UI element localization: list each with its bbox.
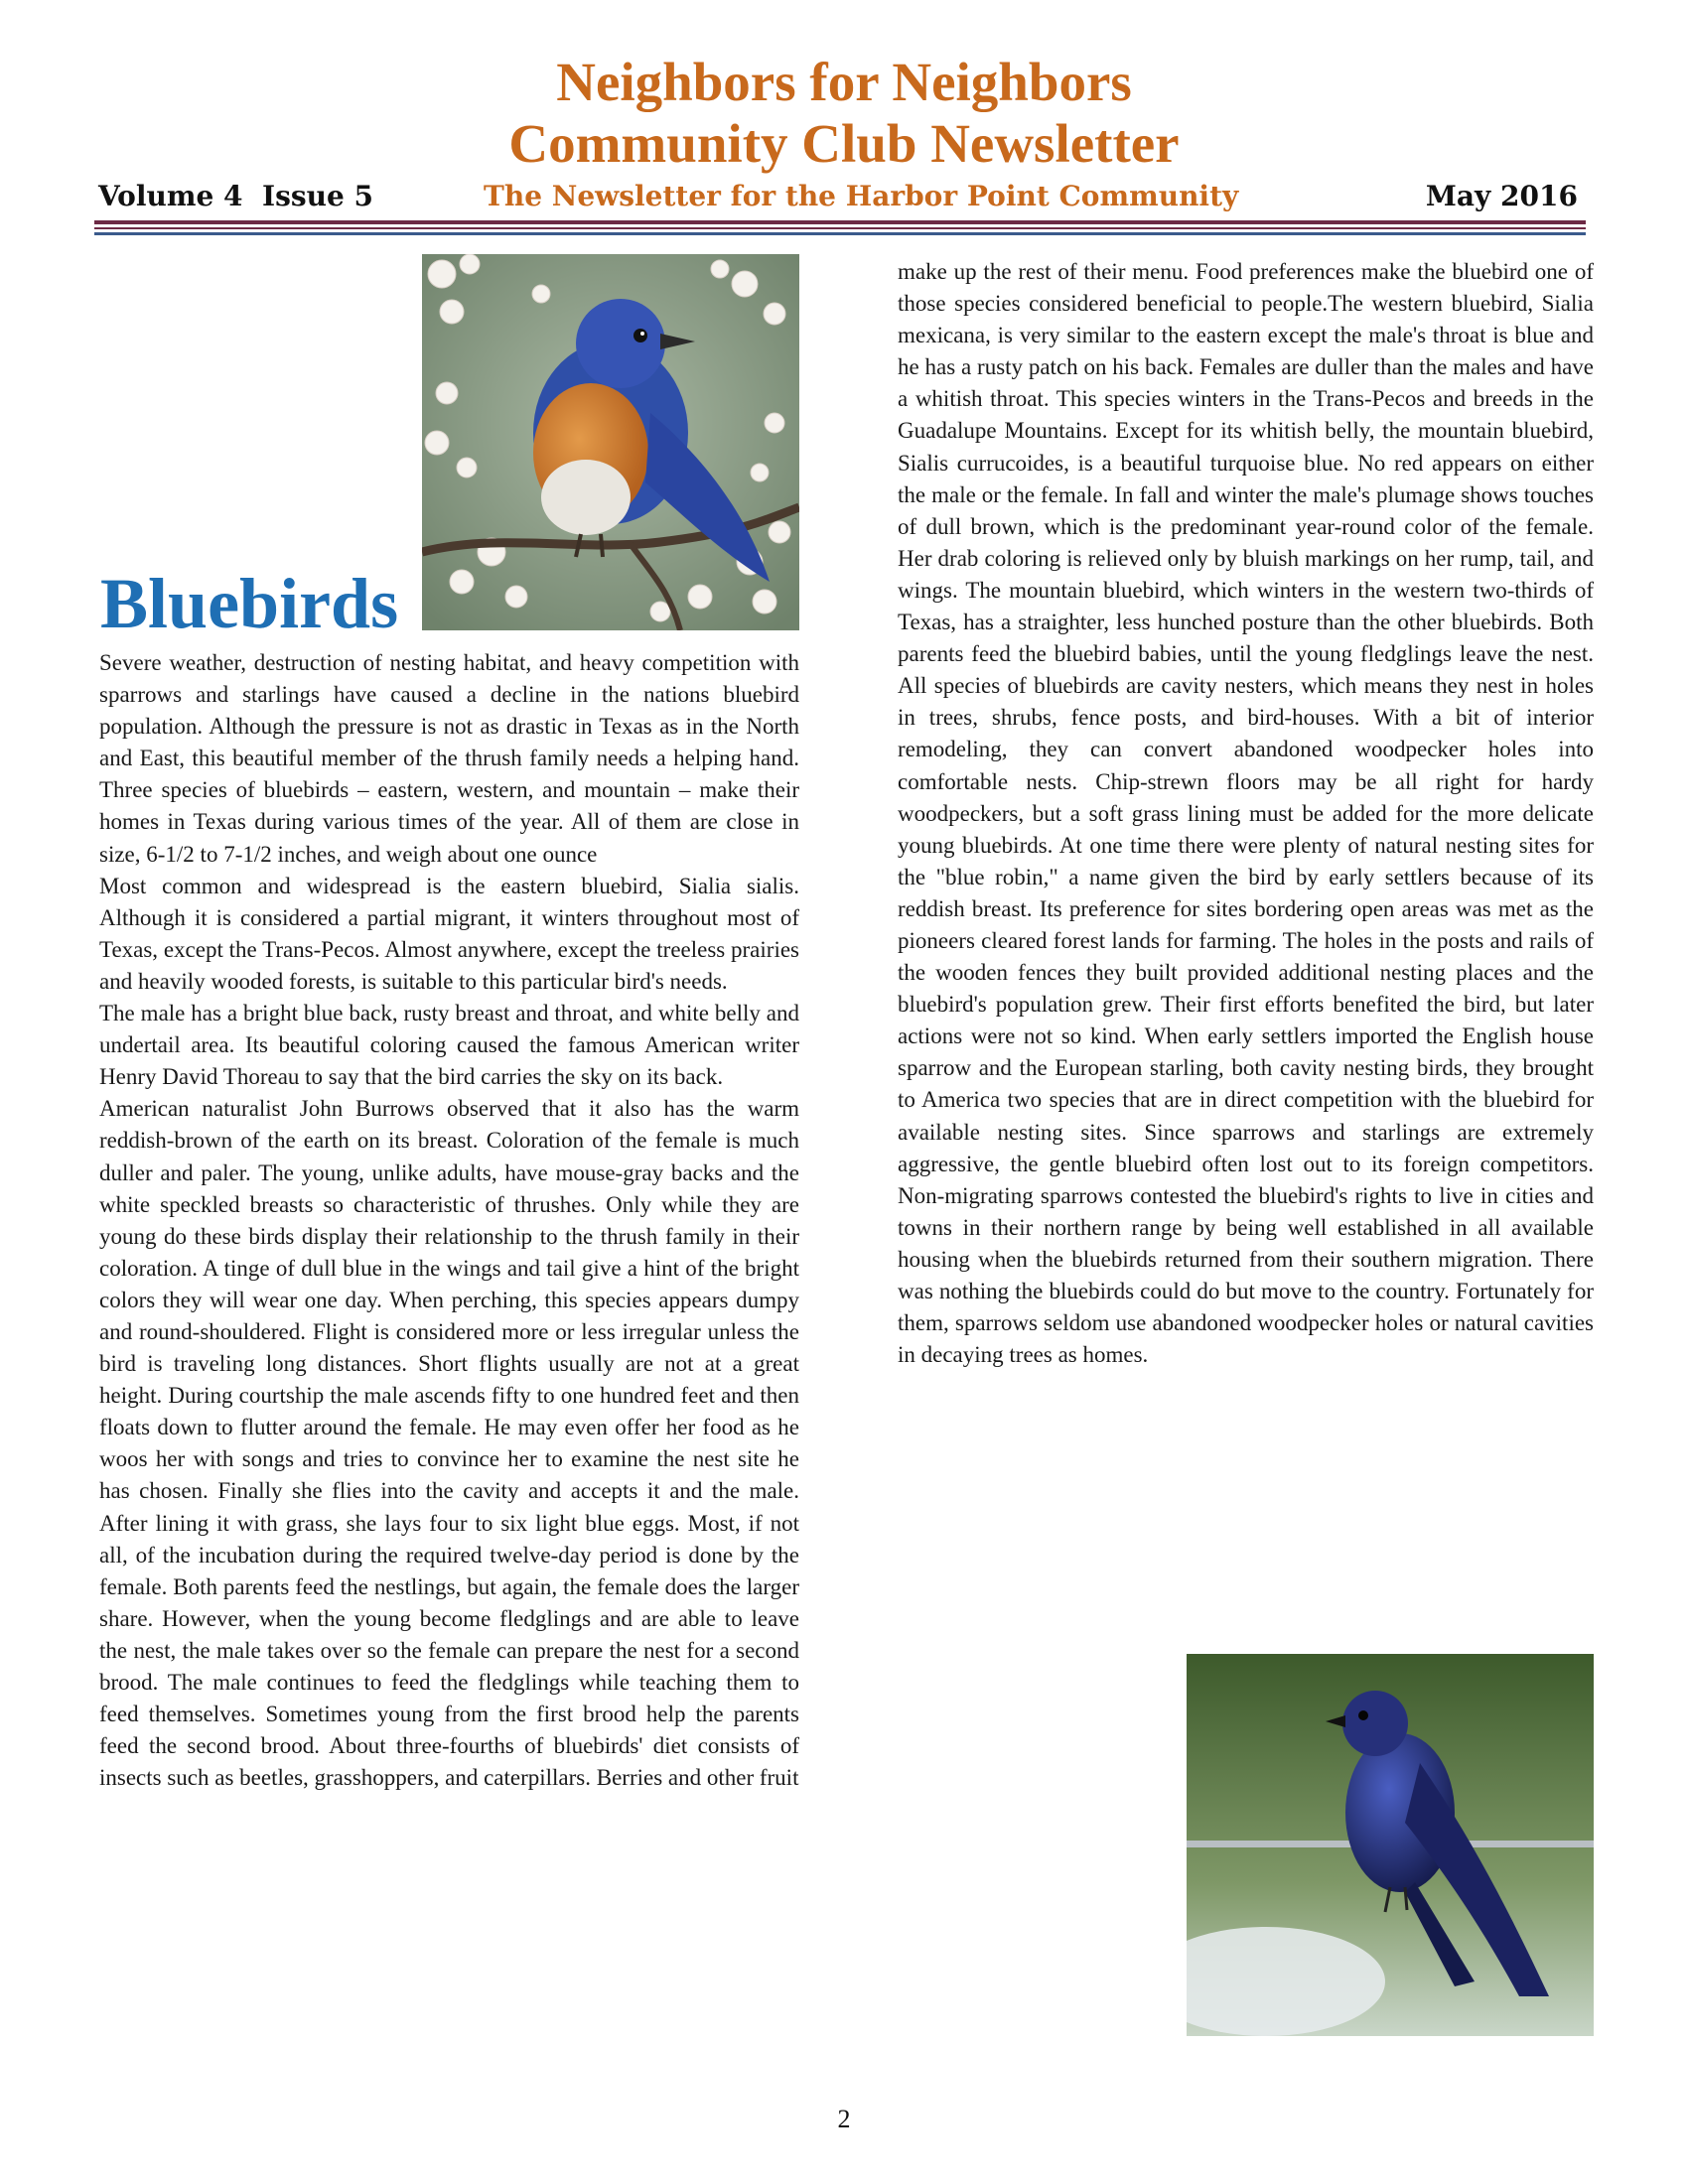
title-line-2: Community Club Newsletter [508, 113, 1180, 174]
masthead-info-row [98, 177, 1583, 216]
paragraph: American naturalist John Burrows observed that it also has the warm reddish-brown of the earth on its breast. Coloration of the female is much duller and paler. The young, unlike adults, have mouse-gray backs and the white speckled breasts so characteristic of thrushes. Only while they are young do these birds display their relationship to the thrush family in their coloration. A tinge of dull blue in the wings and tail give a hint of the bright colors they will wear one day. When perching, this species appears dumpy and round-shouldered. Flight is considered more or less irregular unless the bird is traveling long distances. Short flights usually are not at a great height. During courtship the male ascends fifty to one hundred feet and then floats down to flutter around the female. He may even offer her food as he woos her with songs and tries to convince her to examine the nest site he has chosen. Finally she flies into the cavity and accepts it and the male. After lining it with grass, she lays four to six light blue eggs. Most, if not all, of the incubation during the required twelve-day period is done by the female. Both parents feed the nestlings, but again, the female does the larger share. However, when the young become fledglings and are able to leave the nest, the male takes over so the female can prepare the nest for a second brood. The male continues to feed the fledglings while teaching them to feed themselves. Sometimes young from the first brood help the parents feed the second brood. About three-fourths of bluebirds' diet consists of insects such as beetles, grasshoppers, and caterpillars. Berries and other fruit [99, 1096, 799, 1791]
article-heading: Bluebirds [100, 564, 399, 643]
bluebird-illustration [422, 254, 799, 630]
header-rule-top [94, 220, 1586, 224]
issue-label: Issue 5 [262, 180, 374, 212]
header-rule-middle [94, 227, 1586, 229]
page-number: 2 [837, 2105, 851, 2133]
article-column-left [99, 647, 799, 1794]
purple-martin-illustration [1187, 1654, 1594, 2036]
article-column-right [898, 256, 1594, 1371]
paragraph: make up the rest of their menu. Food preferences make the bluebird one of those species considered beneficial to people.The western bluebird, Sialia mexicana, is very similar to the eastern except the male's throat is blue and he has a rusty patch on his back. Females are duller than the males and have a whitish throat. This species winters in the Trans-Pecos and breeds in the Guadalupe Mountains. Except for its whitish belly, the mountain bluebird, Sialis currucoides, is a beautiful turquoise blue. No red appears on either the male or the female. In fall and winter the male's plumage shows touches of dull brown, which is the predominant year-round color of the female. Her drab coloring is relieved only by bluish markings on her rump, tail, and wings. The mountain bluebird, which winters in the western two-thirds of Texas, has a straighter, less hunched posture than the other bluebirds. Both parents feed the bluebird babies, until the young fledglings leave the nest. All species of bluebirds are cavity nesters, which means they nest in holes in trees, shrubs, fence posts, and bird-houses. With a bit of interior remodeling, they can convert abandoned woodpecker holes into comfortable nests. Chip-strewn floors may be all right for hardy woodpeckers, but a soft grass lining must be added for the more delicate young bluebirds. At one time there were plenty of natural nesting sites for the "blue robin," a name given the bird by early settlers because of its reddish breast. Its preference for sites bordering open areas was met as the pioneers cleared forest lands for farming. The holes in the posts and rails of the wooden fences they built provided additional nesting places and the bluebird's population grew. Their first efforts benefited the bird, but later actions were not so kind. When early settlers imported the English house sparrow and the European starling, both cavity nesting birds, they brought to America two species that are in direct competition with the bluebird for available nesting sites. Since sparrows and starlings are extremely aggressive, the gentle bluebird often lost out to its foreign competitors. Non-migrating sparrows contested the bluebird's rights to live in cities and towns in their northern range by being well established in all available housing when the bluebirds returned from their southern migration. There was nothing the bluebirds could do but move to the country. Fortunately for them, sparrows seldom use abandoned woodpecker holes or natural cavities in decaying trees as homes. [898, 259, 1594, 1368]
paragraph: The male has a bright blue back, rusty breast and throat, and white belly and undertail area. Its beautiful coloring caused the famous American writer Henry David Thoreau to say that the bird carries the sky on its back. [99, 1001, 799, 1090]
paragraph: Most common and widespread is the eastern bluebird, Sialia sialis. Although it is considered a partial migrant, it winters throughout most of Texas, except the Trans-Pecos. Almost anywhere, except the treeless prairies and heavily wooded forests, is suitable to this particular bird's needs. [99, 873, 799, 994]
tagline: The Newsletter for the Harbor Point Community [484, 180, 1239, 212]
paragraph: Severe weather, destruction of nesting habitat, and heavy competition with sparrows and starlings have caused a decline in the nations bluebird population. Although the pressure is not as drastic in Texas as in the North and East, this beautiful member of the thrush family needs a helping hand. Three species of bluebirds – eastern, western, and mountain – make their homes in Texas during various times of the year. All of them are close in size, 6-1/2 to 7-1/2 inches, and weigh about one ounce [99, 650, 799, 867]
issue-date: May 2016 [1425, 180, 1578, 212]
volume-label: Volume 4 [98, 180, 243, 212]
martin-photo [1187, 1654, 1594, 2036]
header-rule-bottom [94, 232, 1586, 235]
newsletter-title [0, 52, 1688, 175]
bluebird-photo [422, 254, 799, 630]
volume-issue [98, 177, 373, 216]
title-line-1: Neighbors for Neighbors [556, 52, 1132, 112]
